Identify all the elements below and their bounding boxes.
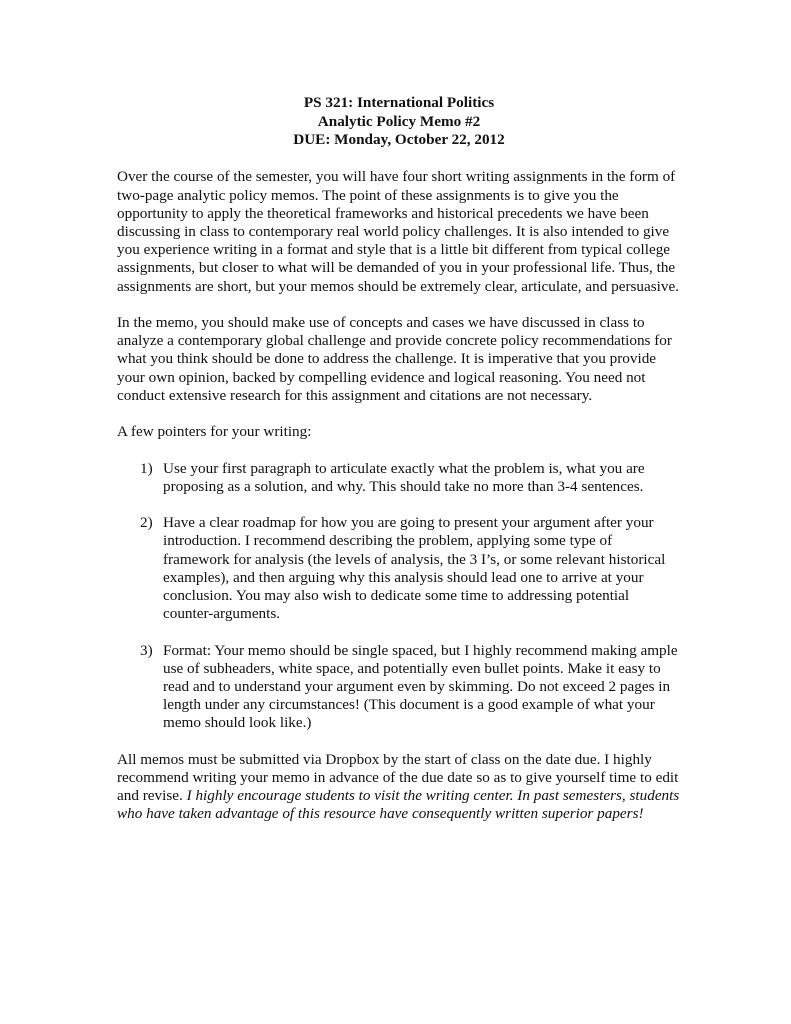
list-item-text: Format: Your memo should be single spaced, but I highly recommend making ample use of subheaders, white space, and potentially even bullet points. Make it easy to read and to understand your argument even by skimming. Do not exceed 2 pages in length under any circumstances! (This document is a good example of what your memo should look like.)	[163, 641, 678, 732]
closing-italic-text: I highly encourage students to visit the writing center. In past semesters, students who have taken advantage of this resource have consequently written superior papers!	[117, 787, 680, 823]
list-item-number: 3)	[140, 641, 153, 659]
list-item-text: Have a clear roadmap for how you are going to present your argument after your introduction. I recommend describing the problem, applying some type of framework for analysis (the levels of analysis, the 3 I’s, or some relevant historical examples), and then arguing why this analysis should lead one to arrive at your conclusion. You may also wish to dedicate some time to addressing potential counter-arguments.	[163, 514, 666, 623]
list-item-number: 2)	[140, 514, 153, 532]
memo-paragraph: In the memo, you should make use of concepts and cases we have discussed in class to analyze a contemporary global challenge and provide concrete policy recommendations for what you think should be done to address the challenge. It is imperative that you provide your own opinion, backed by compelling evidence and logical reasoning. You need not conduct extensive research for this assignment and citations are not necessary.	[117, 313, 672, 404]
due-date: DUE: Monday, October 22, 2012	[293, 131, 505, 149]
list-item-number: 1)	[140, 459, 153, 477]
closing-plain-text: All memos must be submitted via Dropbox by the start of class on the date due. I highly recommend writing your memo in advance of the due date so as to give yourself time to edit and revise.	[117, 750, 679, 805]
closing-paragraph	[117, 751, 681, 824]
pointers-intro: A few pointers for your writing:	[117, 423, 312, 441]
pointers-list	[117, 460, 681, 733]
course-title: PS 321: International Politics	[303, 94, 495, 111]
list-item	[117, 460, 681, 496]
list-item	[117, 514, 681, 623]
list-item-text: Use your first paragraph to articulate exactly what the problem is, what you are proposing as a solution, and why. This should take no more than 3-4 sentences.	[163, 459, 645, 495]
intro-paragraph: Over the course of the semester, you will have four short writing assignments in the form of two-page analytic policy memos. The point of these assignments is to give you the opportunity to apply the theoretical frameworks and historical precedents we have been discussing in class to contemporary real world policy challenges. It is also intended to give you experience writing in a format and style that is a little bit different from typical college assignments, but closer to what will be demanded of you in your professional life. Thus, the assignments are short, but your memos should be extremely clear, articulate, and persuasive.	[117, 168, 680, 295]
document-header	[117, 94, 681, 150]
list-item	[117, 642, 681, 733]
assignment-title: Analytic Policy Memo #2	[317, 112, 481, 130]
